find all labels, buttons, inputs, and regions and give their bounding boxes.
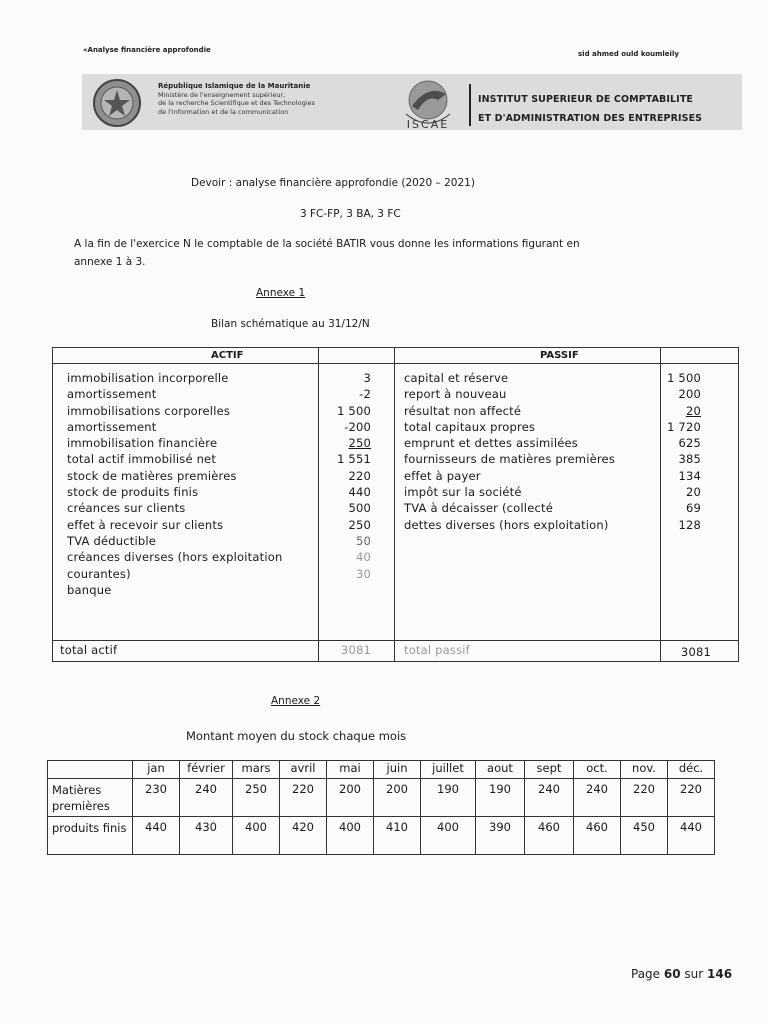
classes-line: 3 FC-FP, 3 BA, 3 FC [300, 208, 401, 220]
stock-value: 200 [374, 779, 421, 817]
passif-label: capital et réserve [404, 371, 509, 385]
stock-value: 220 [668, 779, 715, 817]
annexe1-title: Annexe 1 [256, 287, 306, 299]
stock-value: 440 [668, 817, 715, 855]
stock-value: 220 [621, 779, 668, 817]
actif-header: ACTIF [211, 350, 244, 361]
header-rule [53, 363, 738, 364]
intro-line-2: annexe 1 à 3. [74, 256, 146, 268]
passif-value: 128 [678, 517, 701, 532]
actif-label: immobilisation incorporelle [67, 371, 229, 385]
month-header: sept [525, 761, 574, 779]
month-header: déc. [668, 761, 715, 779]
total-rule [53, 640, 738, 641]
actif-value: 1 551 [337, 452, 371, 467]
institute-line: INSTITUT SUPERIEUR DE COMPTABILITE [478, 94, 693, 105]
actif-value: -200 [344, 419, 371, 434]
actif-label: créances sur clients [67, 501, 186, 516]
mauritania-seal-icon [86, 78, 148, 128]
total-passif-value: 3081 [680, 645, 711, 659]
month-header: juillet [421, 761, 476, 779]
passif-label: résultat non affecté [404, 403, 522, 418]
header-left: «Analyse financière approfondie [83, 46, 211, 54]
stock-value: 200 [327, 779, 374, 817]
actif-value: 220 [348, 468, 371, 483]
actif-labels [67, 370, 282, 598]
actif-value: 250 [348, 436, 371, 451]
stock-value: 390 [476, 817, 525, 855]
actif-value: 3 [363, 371, 371, 385]
passif-label: TVA à décaisser (collecté [404, 501, 553, 516]
total-passif-label: total passif [404, 643, 470, 657]
row-label: produits finis [48, 817, 133, 855]
ministry-line: de la recherche Scientifique et des Technologies [158, 99, 315, 108]
month-header: juin [374, 761, 421, 779]
actif-value: 30 [355, 566, 371, 581]
month-header: aout [476, 761, 525, 779]
actif-label: créances diverses (hors exploitation [67, 550, 283, 565]
actif-label: effet à recevoir sur clients [67, 517, 224, 532]
stock-value: 250 [233, 779, 280, 817]
assignment-title: Devoir : analyse financière approfondie (2020 – 2021) [191, 177, 475, 189]
passif-value: 625 [678, 436, 701, 451]
actif-label: amortissement [67, 387, 157, 402]
stock-value: 430 [180, 817, 233, 855]
ministry-line: de l'information et de la communication [158, 107, 289, 116]
institute-name [478, 90, 702, 128]
page-total: 146 [707, 967, 733, 981]
stock-value: 240 [180, 779, 233, 817]
actif-value: 40 [355, 550, 371, 565]
intro-line-1: A la fin de l'exercice N le comptable de la société BATIR vous donne les informations figurant en [74, 238, 580, 250]
stock-value: 420 [280, 817, 327, 855]
passif-label: dettes diverses (hors exploitation) [404, 517, 609, 532]
stock-value: 400 [327, 817, 374, 855]
actif-value: 250 [348, 517, 371, 532]
stock-value: 460 [525, 817, 574, 855]
passif-value: 385 [678, 452, 701, 467]
stock-value: 450 [621, 817, 668, 855]
passif-header: PASSIF [540, 350, 579, 361]
actif-label: amortissement [67, 419, 157, 434]
row-label: Matières premières [48, 779, 133, 817]
month-header: jan [133, 761, 180, 779]
stock-value: 440 [133, 817, 180, 855]
annexe1-subtitle: Bilan schématique au 31/12/N [211, 318, 370, 330]
passif-value: 200 [678, 387, 701, 402]
month-header: février [180, 761, 233, 779]
stock-value: 410 [374, 817, 421, 855]
passif-label: effet à payer [404, 468, 481, 483]
institute-line: ET D'ADMINISTRATION DES ENTREPRISES [478, 113, 703, 124]
passif-label: impôt sur la société [404, 485, 522, 500]
actif-label: immobilisations corporelles [67, 403, 231, 418]
passif-value: 1 500 [667, 371, 701, 385]
month-header: oct. [574, 761, 621, 779]
corner-cell [48, 761, 133, 779]
actif-label: total actif immobilisé net [67, 452, 217, 467]
iscae-logo-icon [392, 76, 464, 132]
passif-value: 1 720 [667, 419, 701, 434]
logo-text: ISCAE [406, 118, 450, 131]
monthly-stock-table [47, 760, 715, 855]
passif-labels [404, 370, 615, 533]
actif-label: stock de produits finis [67, 485, 199, 500]
actif-label: TVA déductible [67, 533, 157, 548]
actif-label: courantes) [67, 566, 131, 581]
actif-value: 50 [355, 533, 371, 548]
stock-value: 190 [421, 779, 476, 817]
passif-value: 69 [685, 501, 701, 516]
actif-label: banque [67, 582, 112, 597]
stock-value: 460 [574, 817, 621, 855]
column-divider [394, 348, 395, 661]
passif-value: 134 [678, 468, 701, 483]
actif-value: 440 [348, 485, 371, 500]
actif-label: stock de matières premières [67, 468, 237, 483]
stock-value: 190 [476, 779, 525, 817]
actif-label: immobilisation financière [67, 436, 218, 451]
stock-value: 230 [133, 779, 180, 817]
actif-value: 500 [348, 501, 371, 516]
header-right: sid ahmed ould koumleily [578, 50, 679, 58]
passif-value: 20 [685, 403, 701, 418]
month-header: mai [327, 761, 374, 779]
total-actif-label: total actif [60, 643, 118, 657]
passif-label: fournisseurs de matières premières [404, 452, 616, 467]
ministry-line: Ministère de l'enseignement supérieur, [158, 90, 286, 99]
ministry-line: République Islamique de la Mauritanie [158, 82, 311, 90]
banner-divider [469, 84, 471, 126]
month-header: avril [280, 761, 327, 779]
actif-values [319, 370, 371, 582]
page-current: 60 [663, 967, 681, 981]
passif-value: 20 [685, 485, 701, 500]
total-actif-value: 3081 [340, 643, 371, 657]
actif-value: 1 500 [337, 403, 371, 418]
stock-value: 240 [525, 779, 574, 817]
passif-values [661, 370, 701, 533]
table-row [48, 817, 715, 855]
page-number [631, 967, 732, 981]
balance-sheet-table [52, 347, 739, 662]
page-mid: sur [680, 967, 707, 981]
passif-label: emprunt et dettes assimilées [404, 436, 578, 451]
stock-value: 220 [280, 779, 327, 817]
stock-value: 400 [421, 817, 476, 855]
month-header: mars [233, 761, 280, 779]
table-row [48, 779, 715, 817]
annexe2-title: Annexe 2 [271, 695, 321, 707]
actif-value: -2 [359, 387, 371, 402]
annexe2-subtitle: Montant moyen du stock chaque mois [186, 729, 407, 743]
stock-value: 400 [233, 817, 280, 855]
ministry-text [158, 82, 315, 116]
table-header-row [48, 761, 715, 779]
passif-label: total capitaux propres [404, 419, 536, 434]
passif-label: report à nouveau [404, 387, 507, 402]
stock-value: 240 [574, 779, 621, 817]
page-prefix: Page [631, 967, 664, 981]
month-header: nov. [621, 761, 668, 779]
